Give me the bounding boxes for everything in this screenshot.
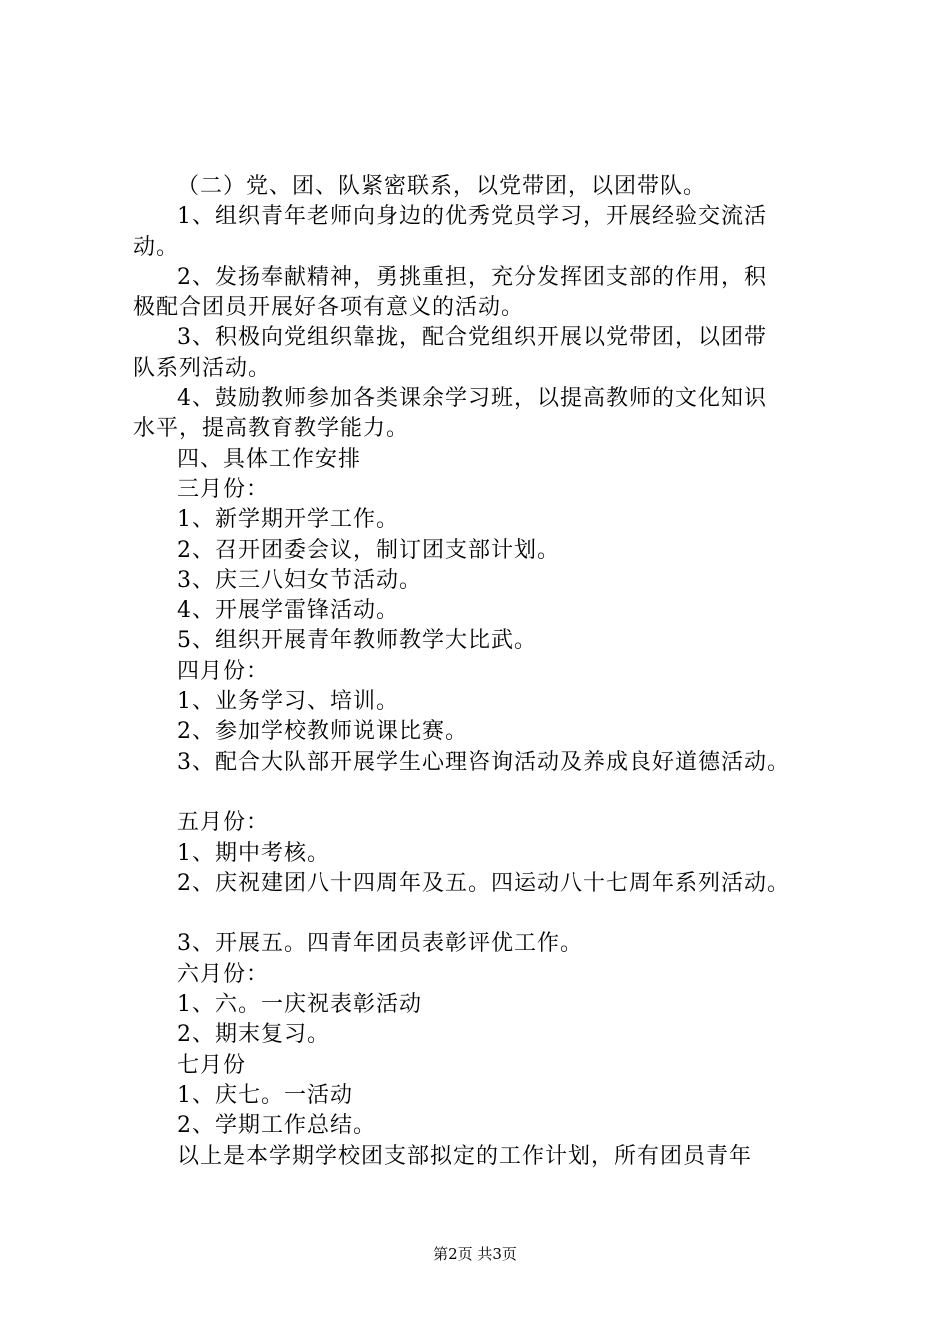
blank-line — [133, 899, 833, 929]
paragraph-line: 2、召开团委会议，制订团支部计划。 — [177, 537, 560, 563]
paragraph-line: 3、配合大队部开展学生心理咨询活动及养成良好道德活动。 — [177, 749, 790, 775]
paragraph-line: 动。 — [133, 234, 180, 260]
paragraph-line: 以上是本学期学校团支部拟定的工作计划，所有团员青年 — [177, 1143, 753, 1169]
paragraph-line: 水平，提高教育教学能力。 — [133, 416, 410, 442]
paragraph-line: 五月份： — [177, 810, 270, 836]
paragraph-line: 4、开展学雷锋活动。 — [177, 598, 399, 624]
paragraph-line: 1、业务学习、培训。 — [177, 689, 399, 715]
paragraph-line: 三月份： — [177, 476, 270, 502]
paragraph-line: 七月份 — [177, 1052, 247, 1078]
paragraph-line: 3、庆三八妇女节活动。 — [177, 567, 422, 593]
paragraph-line: 四月份： — [177, 658, 270, 684]
paragraph-line: 1、庆七。一活动 — [177, 1082, 353, 1108]
paragraph-line: 1、组织青年老师向身边的优秀党员学习，开展经验交流活 — [177, 204, 767, 230]
blank-line — [133, 778, 833, 808]
paragraph-line: 5、组织开展青年教师教学大比武。 — [177, 628, 537, 654]
paragraph-line: 六月份： — [177, 961, 270, 987]
paragraph-line: 2、庆祝建团八十四周年及五。四运动八十七周年系列活动。 — [177, 870, 790, 896]
paragraph-line: 1、新学期开学工作。 — [177, 507, 399, 533]
paragraph-line: （二）党、团、队紧密联系，以党带团，以团带队。 — [177, 174, 707, 199]
paragraph-line: 2、期末复习。 — [177, 1022, 330, 1048]
paragraph-line: 2、发扬奉献精神，勇挑重担，充分发挥团支部的作用，积 — [177, 264, 767, 290]
paragraph-line: 极配合团员开展好各项有意义的活动。 — [133, 295, 525, 321]
paragraph-line: 2、参加学校教师说课比赛。 — [177, 719, 468, 745]
paragraph-line: 1、六。一庆祝表彰活动 — [177, 992, 422, 1018]
page-footer: 第2页 共3页 — [433, 1245, 517, 1263]
paragraph-line: 2、学期工作总结。 — [177, 1113, 376, 1139]
paragraph-line: 1、期中考核。 — [177, 840, 330, 866]
document-body — [133, 172, 833, 1172]
paragraph-line: 四、具体工作安排 — [177, 446, 362, 472]
paragraph-line: 队系列活动。 — [133, 355, 272, 381]
paragraph-line: 3、开展五。四青年团员表彰评优工作。 — [177, 931, 583, 957]
paragraph-line: 3、积极向党组织靠拢，配合党组织开展以党带团，以团带 — [177, 325, 767, 351]
paragraph-line: 4、鼓励教师参加各类课余学习班，以提高教师的文化知识 — [177, 386, 767, 412]
